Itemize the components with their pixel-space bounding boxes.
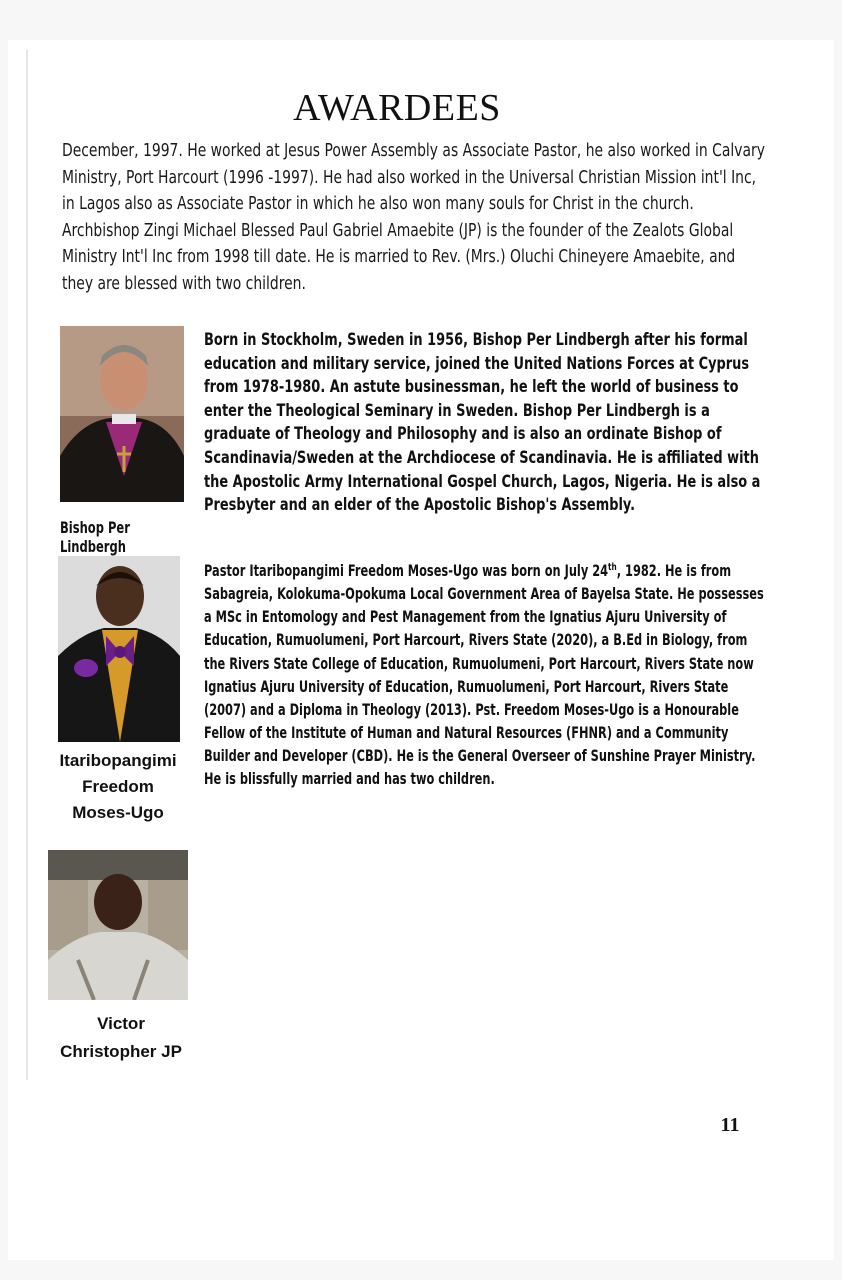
caption-line: Freedom [82, 777, 154, 796]
caption-line: Christopher JP [60, 1042, 182, 1061]
bio-superscript: th [608, 562, 617, 573]
caption-line: Moses-Ugo [72, 803, 164, 822]
caption-bishop-per-lindbergh: Bishop Per Lindbergh [60, 518, 130, 556]
portrait-photo-bishop [60, 326, 184, 502]
caption-line: Victor [97, 1014, 145, 1033]
bio-text-part1: Pastor Itaribopangimi Freedom Moses-Ugo was born on July 24 [204, 562, 609, 581]
portrait-photo-moses-ugo [58, 556, 180, 742]
caption-line: Itaribopangimi [59, 751, 177, 770]
bio-bishop-per-lindbergh: Born in Stockholm, Sweden in 1956, Bishop Per Lindbergh after his formal education and military service, joined the United Nations Forces at Cyprus from 1978-1980. An astute businessman, he left the world of business to enter the Theological Seminary in Sweden. Bishop Per Lindbergh is a graduate of Theology and Philosophy and is also an ordinate Bishop of Scandinavia/Sweden at the Archdiocese of Scandinavia. He is affiliated with the Apostolic Army International Gospel Church, Lagos, Nigeria. He is also a Presbyter and an elder of the Apostolic Bishop's Assembly. [204, 330, 761, 515]
caption-moses-ugo [48, 748, 188, 826]
page-number: 11 [720, 1114, 740, 1136]
bio-text-part2: , 1982. He is from Sabagreia, Kolokuma-Opokuma Local Government Area of Bayelsa State. He possesses a MSc in Entomology and Pest Management from the Ignatius Ajuru University of Education, Rumuolumeni, Port Harcourt, Rivers State (2020), a B.Ed in Biology, from the Rivers State College of Education, Rumuolumeni, Port Harcourt, Rivers State now Ignatius Ajuru University of Education, Rumuolumeni, Port Harcourt, Rivers State (2007) and a Diploma in Theology (2013). Pst. Freedom Moses-Ugo is a Honourable Fellow of the Institute of Human and Natural Resources (FHNR) and a Community Builder and Developer (CBD). He is the General Overseer of Sunshine Prayer Ministry. He is blissfully married and has two children. [204, 562, 764, 789]
page-title: AWARDEES [293, 87, 501, 129]
intro-paragraph: December, 1997. He worked at Jesus Power Assembly as Associate Pastor, he also worked in Calvary Ministry, Port Harcourt (1996 -1997). He had also worked in the Universal Christian Mission int'l Inc, in Lagos also as Associate Pastor in which he also won many souls for Christ in the church. Archbishop Zingi Michael Blessed Paul Gabriel Amaebite (JP) is the founder of the Zealots Global Ministry Int'l Inc from 1998 till date. He is married to Rev. (Mrs.) Oluchi Chineyere Amaebite, and they are blessed with two children. [62, 141, 765, 294]
bio-itaribopangimi-freedom-moses-ugo [204, 556, 766, 791]
page-edge [26, 50, 28, 1080]
caption-victor-christopher [46, 1010, 196, 1066]
portrait-photo-victor-christopher [48, 850, 188, 1000]
